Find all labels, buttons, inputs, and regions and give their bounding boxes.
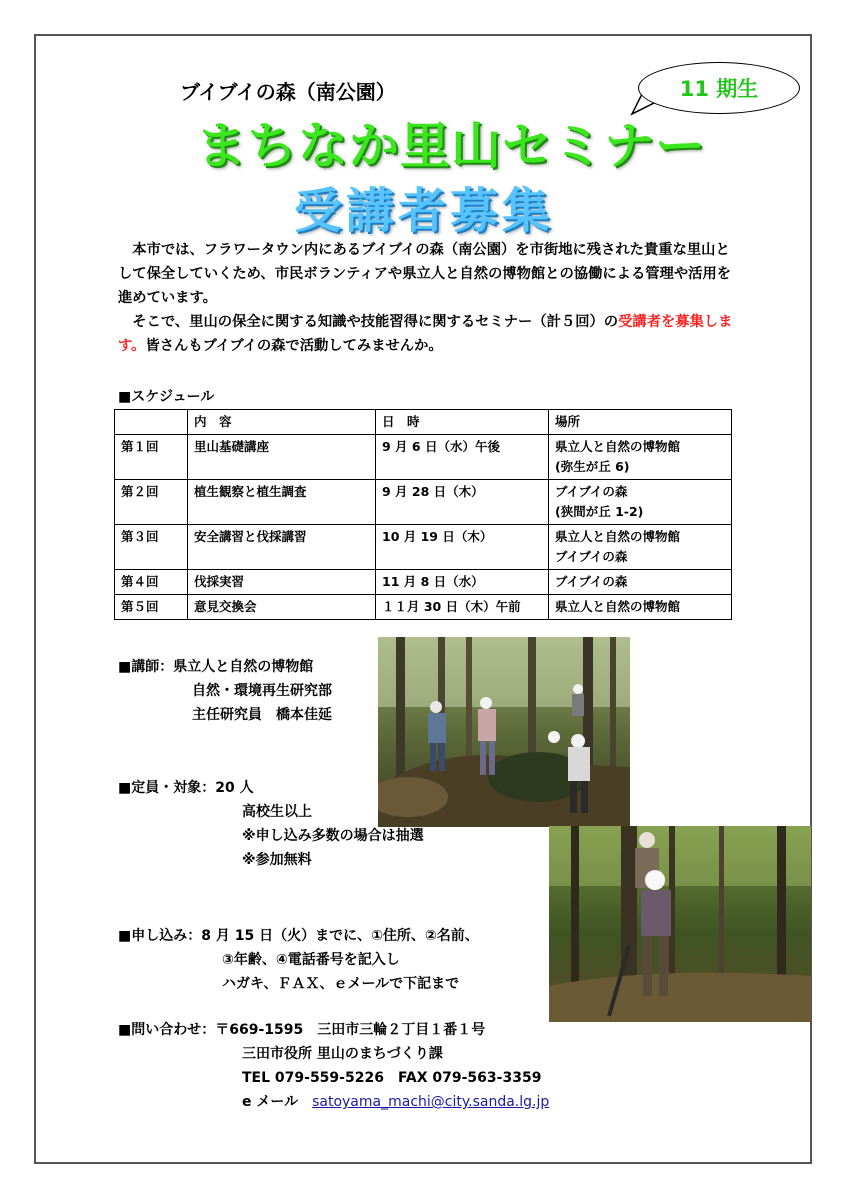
intro-p2-start: そこで、里山の保全に関する知識や技能習得に関するセミナー（計５回）の	[118, 314, 619, 330]
row-date: 10 月 19 日（木）	[376, 525, 549, 570]
intro-paragraph-2	[118, 310, 738, 358]
lecturer-line: ■講師：県立人と自然の博物館	[118, 659, 314, 675]
contact-line: 三田市役所 里山のまちづくり課	[242, 1046, 443, 1062]
row-content: 伐採実習	[188, 570, 376, 595]
row-date: １１月 30 日（木）午前	[376, 595, 549, 620]
table-header: 内 容	[188, 410, 376, 435]
place-line: (狭間が丘 1-2)	[555, 504, 644, 519]
row-place: ブイブイの森	[549, 570, 732, 595]
table-row	[115, 525, 732, 570]
table-row	[115, 435, 732, 480]
row-no: 第４回	[115, 570, 188, 595]
row-place	[549, 525, 732, 570]
table-header-row	[115, 410, 732, 435]
schedule-table	[114, 409, 732, 620]
apply-line: ■申し込み：8 月 15 日（火）までに、①住所、②名前、	[118, 928, 479, 944]
capacity-line: ※参加無料	[242, 852, 312, 868]
contact-email-line	[118, 1090, 549, 1114]
email-label: e メール	[242, 1094, 299, 1110]
row-date: 11 月 8 日（水）	[376, 570, 549, 595]
row-no: 第２回	[115, 480, 188, 525]
intro-paragraph-1: 本市では、フラワータウン内にあるブイブイの森（南公園）を市街地に残された貴重な里山として保全していくため、市民ボランティアや県立人と自然の博物館との協働による管理や活用を進めています。	[118, 242, 732, 306]
place-line: (弥生が丘 6)	[555, 459, 630, 474]
capacity-block	[118, 776, 424, 872]
row-no: 第３回	[115, 525, 188, 570]
table-header: 場所	[549, 410, 732, 435]
contact-line: ■問い合わせ：〒669-1595 三田市三輪２丁目１番１号	[118, 1022, 486, 1038]
schedule-heading: ■スケジュール	[118, 389, 215, 405]
park-subtitle: ブイブイの森（南公園）	[180, 80, 396, 104]
table-row	[115, 480, 732, 525]
place-line: 県立人と自然の博物館	[555, 439, 681, 454]
intro-text	[118, 238, 738, 358]
place-line: 県立人と自然の博物館	[555, 529, 681, 544]
row-content: 意見交換会	[188, 595, 376, 620]
row-date: 9 月 6 日（水）午後	[376, 435, 549, 480]
lecturer-line: 自然・環境再生研究部	[192, 683, 332, 699]
row-content: 里山基礎講座	[188, 435, 376, 480]
row-place	[549, 435, 732, 480]
apply-block	[118, 924, 479, 996]
row-date: 9 月 28 日（木）	[376, 480, 549, 525]
intro-highlight: 受講者を募集します。	[118, 314, 733, 354]
apply-line: ハガキ、ＦＡＸ、ｅメールで下記まで	[222, 976, 460, 992]
table-header: 日 時	[376, 410, 549, 435]
row-no: 第５回	[115, 595, 188, 620]
table-row	[115, 570, 732, 595]
capacity-line: ■定員・対象：20 人	[118, 780, 254, 796]
email-link[interactable]: satoyama_machi@city.sanda.lg.jp	[312, 1094, 550, 1110]
apply-line: ③年齢、④電話番号を記入し	[222, 952, 400, 968]
table-header	[115, 410, 188, 435]
contact-block	[118, 1018, 549, 1114]
recruit-title: 受講者募集	[293, 183, 554, 239]
tree-cutting-photo	[549, 826, 811, 1022]
table-row	[115, 595, 732, 620]
row-content: 安全講習と伐採講習	[188, 525, 376, 570]
row-content: 植生観察と植生調査	[188, 480, 376, 525]
row-place: 県立人と自然の博物館	[549, 595, 732, 620]
seminar-title: まちなか里山セミナー	[196, 117, 706, 175]
place-line: ブイブイの森	[555, 549, 628, 564]
row-place	[549, 480, 732, 525]
capacity-line: ※申し込み多数の場合は抽選	[242, 828, 424, 844]
contact-line: TEL 079-559-5226 FAX 079-563-3359	[242, 1070, 542, 1086]
place-line: ブイブイの森	[555, 484, 628, 499]
lecturer-line: 主任研究員 橋本佳延	[192, 707, 332, 723]
term-badge: 11 期生	[638, 62, 800, 114]
row-no: 第１回	[115, 435, 188, 480]
capacity-line: 高校生以上	[242, 804, 312, 820]
intro-p2-end: 皆さんもブイブイの森で活動してみませんか。	[145, 338, 443, 354]
lecturer-block	[118, 655, 332, 727]
